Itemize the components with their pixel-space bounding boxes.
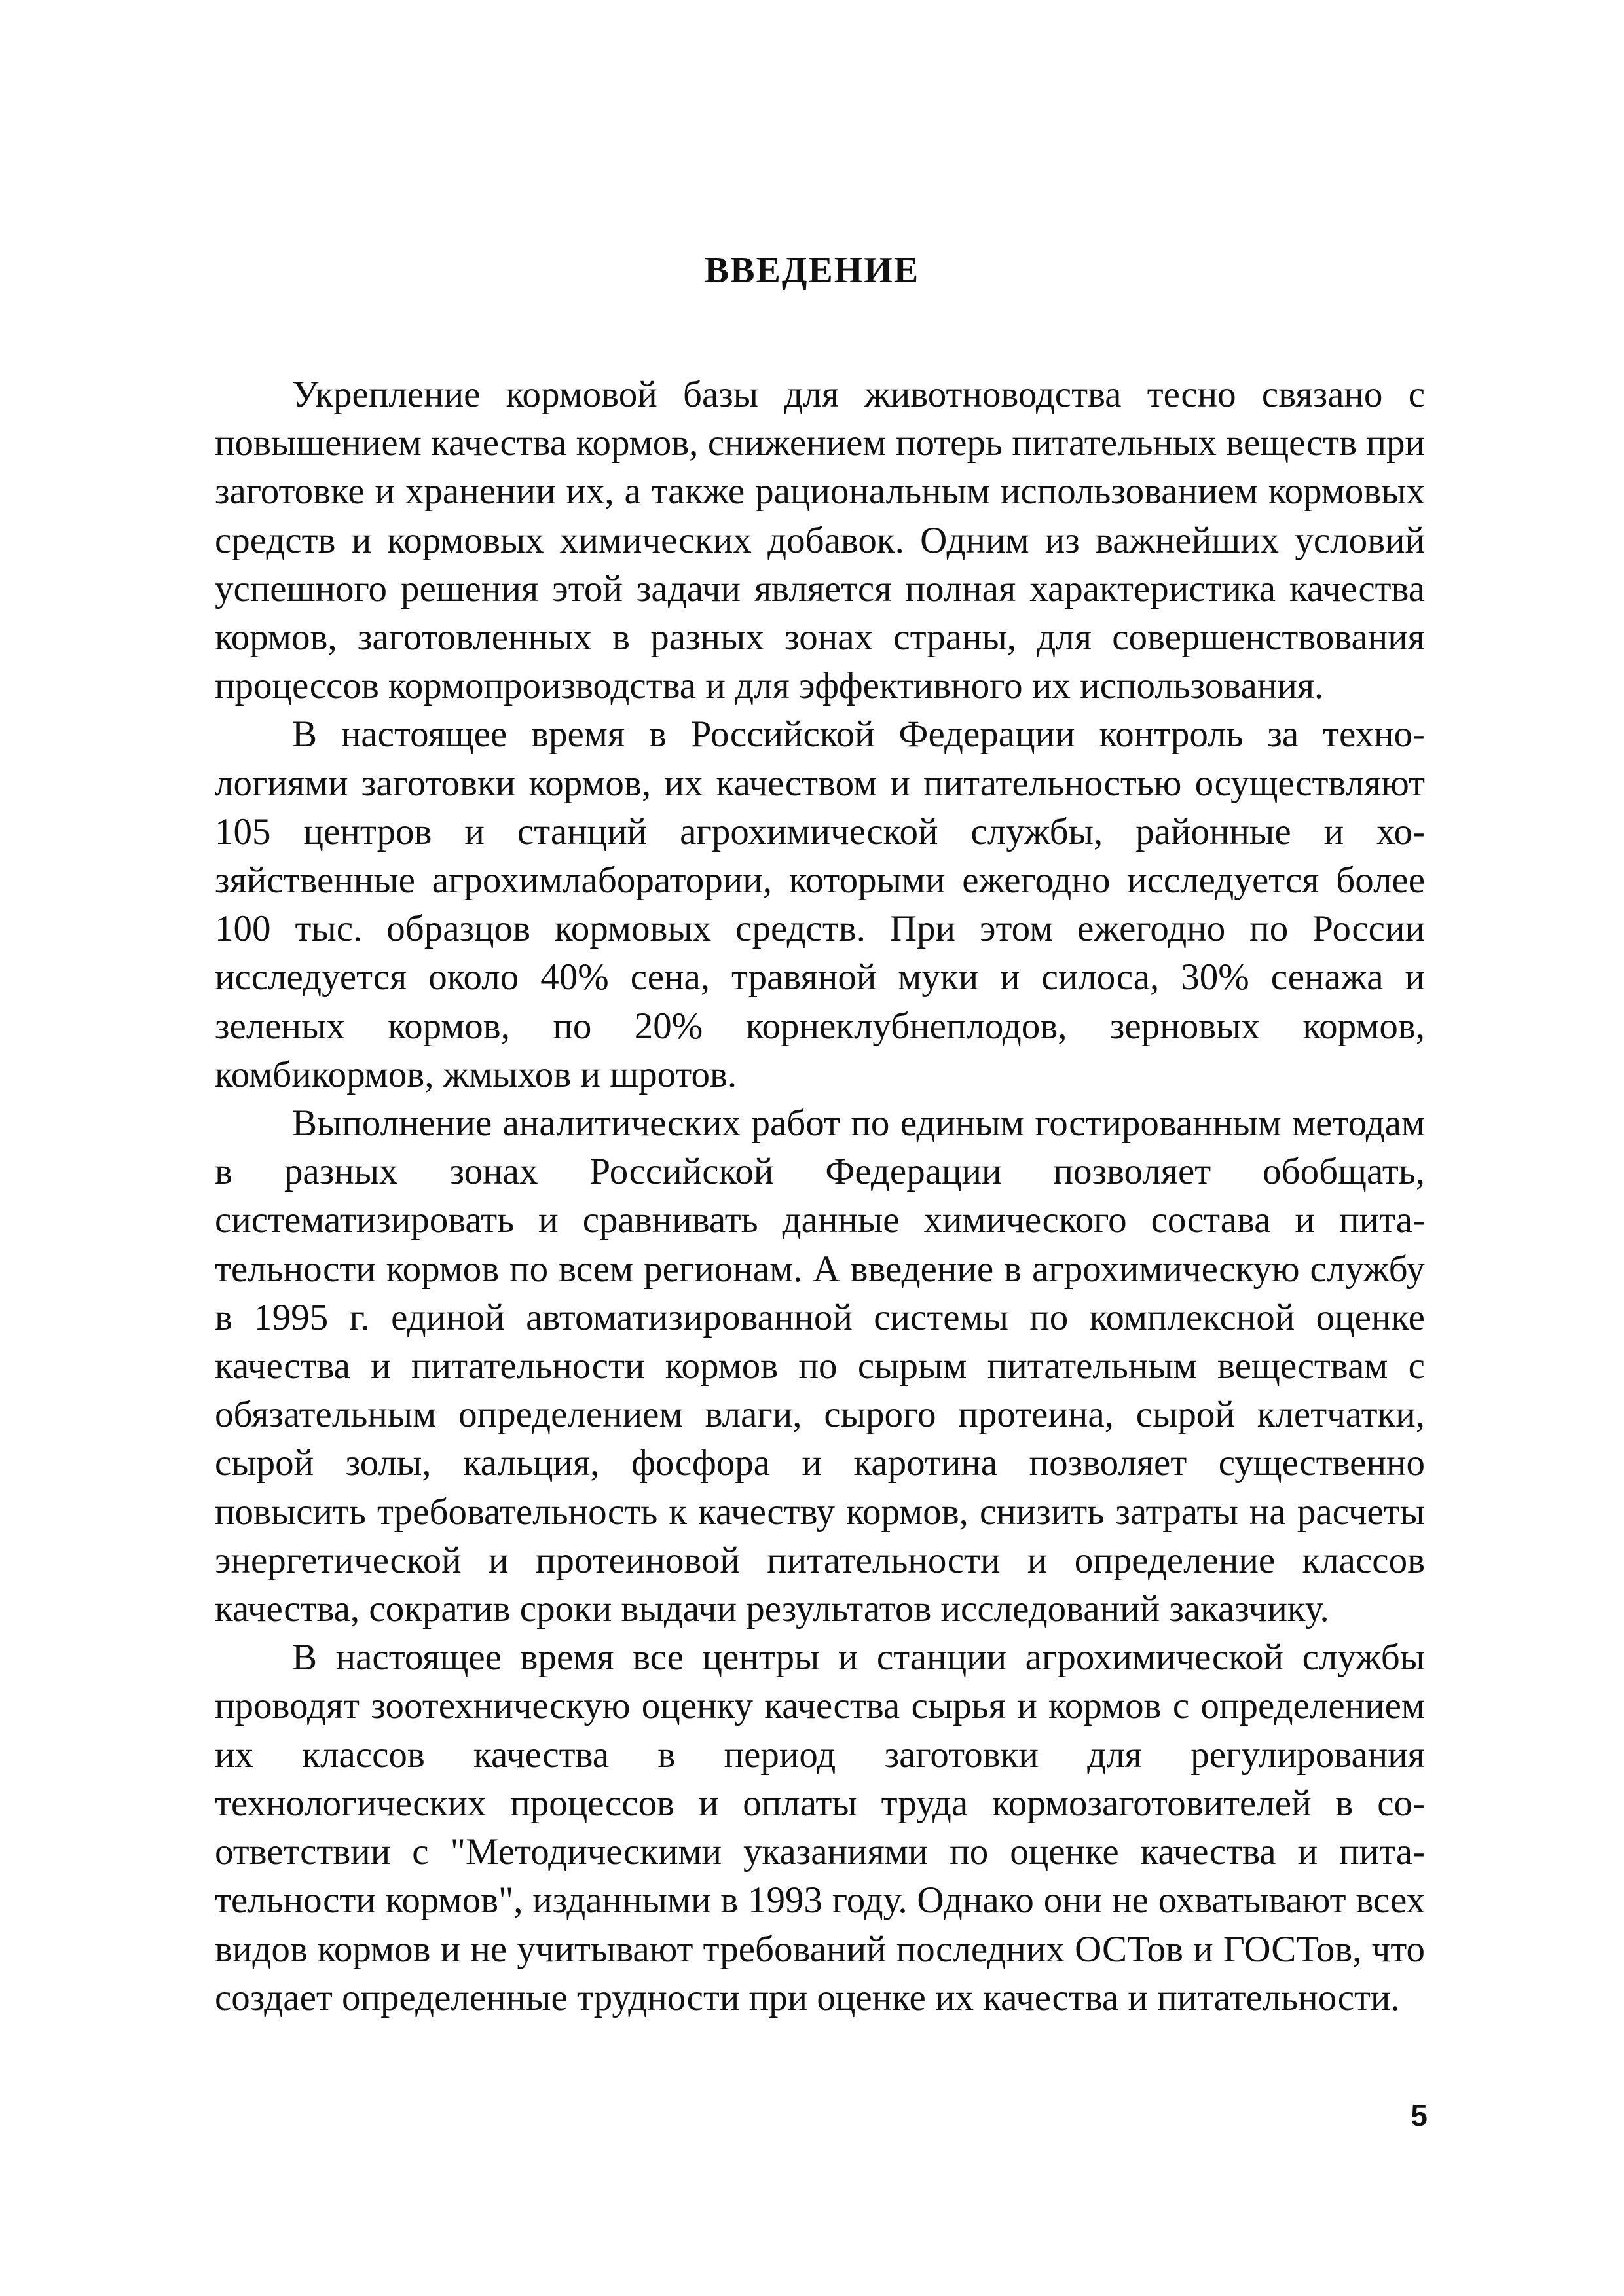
section-heading: ВВЕДЕНИЕ (704, 250, 920, 291)
paragraph-1: Укрепление кормовой базы для животноводства тесно связано с повышением качества кормов, снижением потерь питательных веществ при заготовке и хранении их, а также рациональным использованием кормовых средств и кормовых химических добавок. Одним из важнейших условий успешного решения этой задачи является полная характеристика качества кормов, заготовленных в разных зонах страны, для совершенствования процессов кормопроизводства и для эффективного их использования. (215, 374, 1425, 707)
page-number: 5 (1411, 2098, 1428, 2132)
body-text (215, 371, 1425, 2022)
paragraph-2: В настоящее время в Российской Федерации контроль за технологиями заготовки кормов, их качеством и питательностью осуществляют 105 центров и станций агрохимической службы, районные и хозяйственные агрохимлаборатории, которыми ежегодно исследуется более 100 тыс. образцов кормовых средств. При этом ежегодно по России исследуется около 40% сена, травяной муки и силоса, 30% сенажа и зеленых кормов, по 20% корнеклубнеплодов, зерновых кормов, комбикормов, жмыхов и шротов. (215, 714, 1425, 1095)
paragraph-4: В настоящее время все центры и станции агрохимической службы проводят зоотехническую оценку качества сырья и кормов с определением их классов качества в период заготовки для регулирования технологических процессов и оплаты труда кормозаготовителей в соответствии с "Методическими указаниями по оценке качества и питательности кормов", изданными в 1993 году. Однако они не охватывают всех видов кормов и не учитывают требований последних ОСТов и ГОСТов, что создает определенные трудности при оценке их качества и питательности. (215, 1637, 1425, 2018)
paragraph-3: Выполнение аналитических работ по единым гостированным методам в разных зонах Российской Федерации позволяет обобщать, систематизировать и сравнивать данные химического состава и питательности кормов по всем регионам. А введение в агрохимическую службу в 1995 г. единой автоматизированной системы по комплексной оценке качества и питательности кормов по сырым питательным веществам с обязательным определением влаги, сырого протеина, сырой клетчатки, сырой золы, кальция, фосфора и каротина позволяет существенно повысить требовательность к качеству кормов, снизить затраты на расчеты энергетической и протеиновой питательности и определение классов качества, сократив сроки выдачи результатов исследований заказчику. (215, 1102, 1425, 1630)
